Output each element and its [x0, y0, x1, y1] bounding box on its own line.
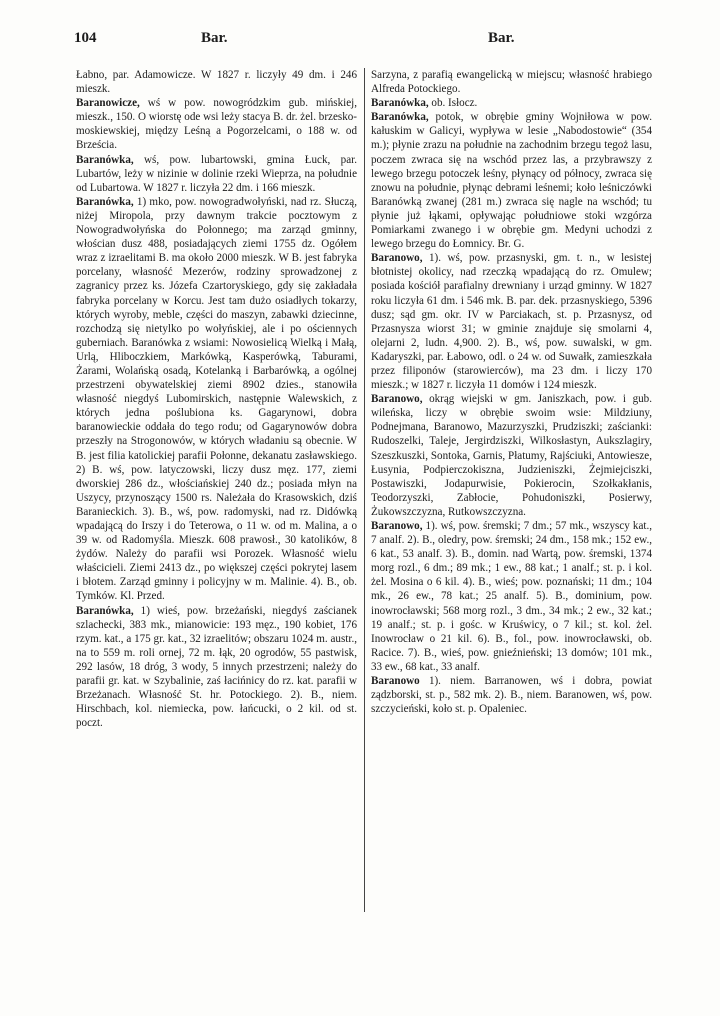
- entry-text: 1) wieś, pow. brzeżański, niegdyś zaścianek szlachecki, 383 mk., mianowicie: 193 męz., 190 kobiet, 176 rzym. kat., a 175 gr. kat., 32 izraelitów; obszaru 1024 m. austr., na to 559 m. roli ornej, 72 m. łąk, 20 ogrodów, 55 pastwisk, 292 lasów, 18 dróg, 3 wody, 5 innych przestrzeni; należy do parafii gr. kat. w Szybalinie, zaś łacińnicy do rz. kat. parafii w Brzeżanach. Własność St. hr. Potockiego. 2). B., niem. Hirschbach, kol. niemiecka, pow. łańcucki, o 2 kil. od st. poczt.: [76, 604, 357, 730]
- dictionary-entry: [76, 68, 357, 96]
- dictionary-entry: [371, 392, 652, 519]
- running-title-left: Bar.: [201, 30, 228, 46]
- entry-headword: Baranówka,: [371, 111, 429, 124]
- entry-text: 1) mko, pow. nowogradwołyński, nad rz. Słuczą, niżej Miropola, przy dawnym trakcie pocztowym z Nowogradwołyńska do Połonnego; ma zarząd gminny, włościan dusz 488, posiadających ziemi 1755 dz. Ogółem wraz z izraelitami B. ma około 2000 mieszk. W B. jest fabryka porcelany, własność Mezerów, rodziny sprowadzonej z zagranicy przez ks. Józefa Czartoryskiego, gdy się zakładała fabryka porcelany w Korcu. Jest tam dużo osiadłych tokarzy, których wyroby, meble, części do maszyn, zabawki dziecinne, rozchodzą się nietylko po wołyńskiej, ale i po ościennych guberniach. Baranówka z wsiami: Nowosielicą Wielką i Małą, Urlą, Hliboczkiem, Markówką, Kasperówką, Taburami, Żarami, Wolańską osadą, Kotelanką i Barbarówką, a ogólnej przestrzeni obywatelskiej ziemi 8902 dzies., stanowiła własność niegdyś Lubomirskich, następnie Walewskich, z których jedna poślubiona ks. Gagarynowi, dobra baranowieckie oddała do tego rodu; od Gagarynowów dobra przeszły na Strogonowów, w których władaniu są obecnie. W B. jest filia katolickiej parafii Połonne, dekanatu zasławskiego. 2) B. wś, pow. latyczowski, liczy dusz męz. 177, ziemi dworskiej 286 dz., włościańskiej 240 dz.; posiada młyn na Uszycy, przynoszący 1500 rs. Należała do Krasowskich, dziś Baranieckich. 3). B., wś, pow. radomyski, nad rz. Didówką wpadającą do Irszy i do Teterowa, o 11 w. od m. Malina, a o 39 w. od Radomyśla. Mieszk. 608 prawosł., 30 katolików, 8 żydów. Należy do parafii wsi Porozek. Własność wielu właścicieli. Ziemi 2413 dz., po większej części pokrytej lasem i błotem. Zarząd gminny i policyjny w m. Malinie. 4). B., ob. Tymków. Kl. Przed.: [76, 195, 357, 603]
- page-header: [74, 30, 664, 54]
- entry-text: ob. Isłocz.: [428, 97, 478, 110]
- entry-text: 1). wś, pow. przasnyski, gm. t. n., w lesistej błotnistej okolicy, nad rzeczką wpadającą do rz. Omulew; posiada kościół parafialny drewniany i urząd gminny. W 1827 roku liczyła 61 dm. i 546 mk. B. par. dek. przasnyskiego, 5396 dusz; sąd gm. okr. IV w Parciakach, st. p. Przasnysz, od Przasnysza wiorst 31; w gminie znajduje się smolarni 4, olejarni 2, ludn. 4,900. 2). B., wś, pow. suwalski, w gm. Kadaryszki, par. Łabowo, odl. o 24 w. od Suwałk, zamieszkała przez filiponów (starowierców), ma 23 dm. i liczy 170 mieszk.; w 1827 r. liczyła 11 domów i 124 mieszk.: [371, 252, 652, 392]
- dictionary-entry: [76, 604, 357, 731]
- left-column: [76, 68, 357, 730]
- entry-text: okrąg wiejski w gm. Janiszkach, pow. i gub. wileńska, liczy w obrębie swoim wsie: Mildziuny, Podnejmana, Baranowo, Mazurzyszki, Prudziszki; zaścianki: Rudoszelki, Taleje, Jergirdziszki, Wilkosłastyn, Aukszlagiry, Szeszkuszki, Sontoka, Garnis, Płatumy, Rajściuki, Antowiesze, Łusynia, Podpierczokiszna, Judzieniszki, Żejmiejciszki, Postawiszki, Jodapurwisie, Pokierocin, Szołkakłanis, Teodorzyszki, Zabłocie, Pohudoniszki, Posierwy, Żukowszczyzna, Rutkowszczyzna.: [371, 393, 652, 518]
- dictionary-entry: [371, 251, 652, 392]
- running-title-right: Bar.: [488, 30, 515, 46]
- entry-text: Łabno, par. Adamowicze. W 1827 r. liczyły 49 dm. i 246 mieszk.: [76, 69, 357, 96]
- entry-headword: Baranowicze,: [76, 97, 140, 110]
- text-columns: [76, 68, 660, 968]
- entry-headword: Baranówka,: [371, 97, 429, 110]
- entry-text: Sarzyna, z parafią ewangelicką w miejscu; własność hrabiego Alfreda Potockiego.: [371, 69, 652, 96]
- dictionary-entry: [76, 153, 357, 195]
- entry-text: 1). wś, pow. śremski; 7 dm.; 57 mk., wszyscy kat., 7 analf. 2). B., oledry, pow. śremski; 24 dm., 158 mk.; 152 ew., 6 kat., 53 analf. 3). B., domin. nad Wartą, pow. śremski, 1374 morg rozl., 6 dm.; 89 mk.; 1 ew., 88 kat.; 1 analf.; st. p. i kol. żel. Mosina o 6 kil. 4). B., wieś; pow. poznański; 11 dm.; 104 mk., 26 ew., 78 kat.; 25 analf. 5). B., dominium, pow. inowrocławski; 568 morg rozl., 3 dm., 34 mk.; 2 ew., 32 kat.; 19 analf.; st. p. i gośc. w Kruświcy, o 7 kil.; st. kol. żel. Inowrocław o 21 kil. 6). B., fol., pow. inowrocławski, ob. Racice. 7). B., wieś, pow. gnieźnieński; 13 domów; 101 mk., 33 ew., 68 kat., 33 analf.: [371, 520, 652, 673]
- entry-text: wś, pow. lubartowski, gmina Łuck, par. Lubartów, leży w nizinie w dolinie rzeki Wieprza, na południe od Lubartowa. W 1827 r. liczyła 22 dm. i 166 mieszk.: [76, 153, 357, 194]
- entry-headword: Baranowo: [371, 675, 420, 688]
- entry-headword: Baranowo,: [371, 252, 423, 265]
- column-divider: [364, 68, 365, 912]
- entry-text: 1). niem. Barranowen, wś i dobra, powiat ządzborski, st. p., 582 mk. 2). B., niem. Baranowen, wś, pow. szczycieński, koło st. p. Opaleniec.: [371, 675, 652, 716]
- dictionary-entry: [371, 68, 652, 96]
- dictionary-entry: [76, 96, 357, 152]
- entry-headword: Baranowo,: [371, 520, 423, 532]
- dictionary-entry: [371, 519, 652, 674]
- entry-headword: Baranówka,: [76, 153, 134, 166]
- entry-text: potok, w obrębie gminy Wojniłowa w pow. kałuskim w Galicyi, wypływa w lesie „Nabodostowie“ (354 m.); płynie zrazu na południe na zachodnim brzegu tegoż lasu, poczem zwraca się na wschód przez las, a przybrawszy z lewego brzegu potoczek leśny, płynący od północy, zwraca się znowu na południe, płynąc debrami leśnemi; koło leśniczówki Baranówką zwanej (281 m.) zwraca się nagle na wschód; tu płynie już łąkami, opływając południowe stoki wzgórza Pomiarkami zwanego i w obrębie gm. Medyni uchodzi z lewego brzegu do Łomnicy. Br. G.: [371, 111, 652, 251]
- dictionary-entry: [76, 195, 357, 604]
- dictionary-entry: [371, 674, 652, 716]
- entry-text: wś w pow. nowogródzkim gub. mińskiej, mieszk., 150. O wiorstę ode wsi leży stacya B. dr. żel. brzesko-moskiewskiej, między Leśną a Pogorzelcami, o 188 w. od Brześcia.: [76, 97, 357, 152]
- right-column: [371, 68, 652, 716]
- dictionary-entry: [371, 96, 652, 110]
- entry-headword: Baranowo,: [371, 393, 423, 406]
- entry-headword: Baranówka,: [76, 195, 134, 208]
- dictionary-entry: [371, 110, 652, 251]
- page-number: 104: [74, 30, 97, 46]
- entry-headword: Baranówka,: [76, 604, 134, 617]
